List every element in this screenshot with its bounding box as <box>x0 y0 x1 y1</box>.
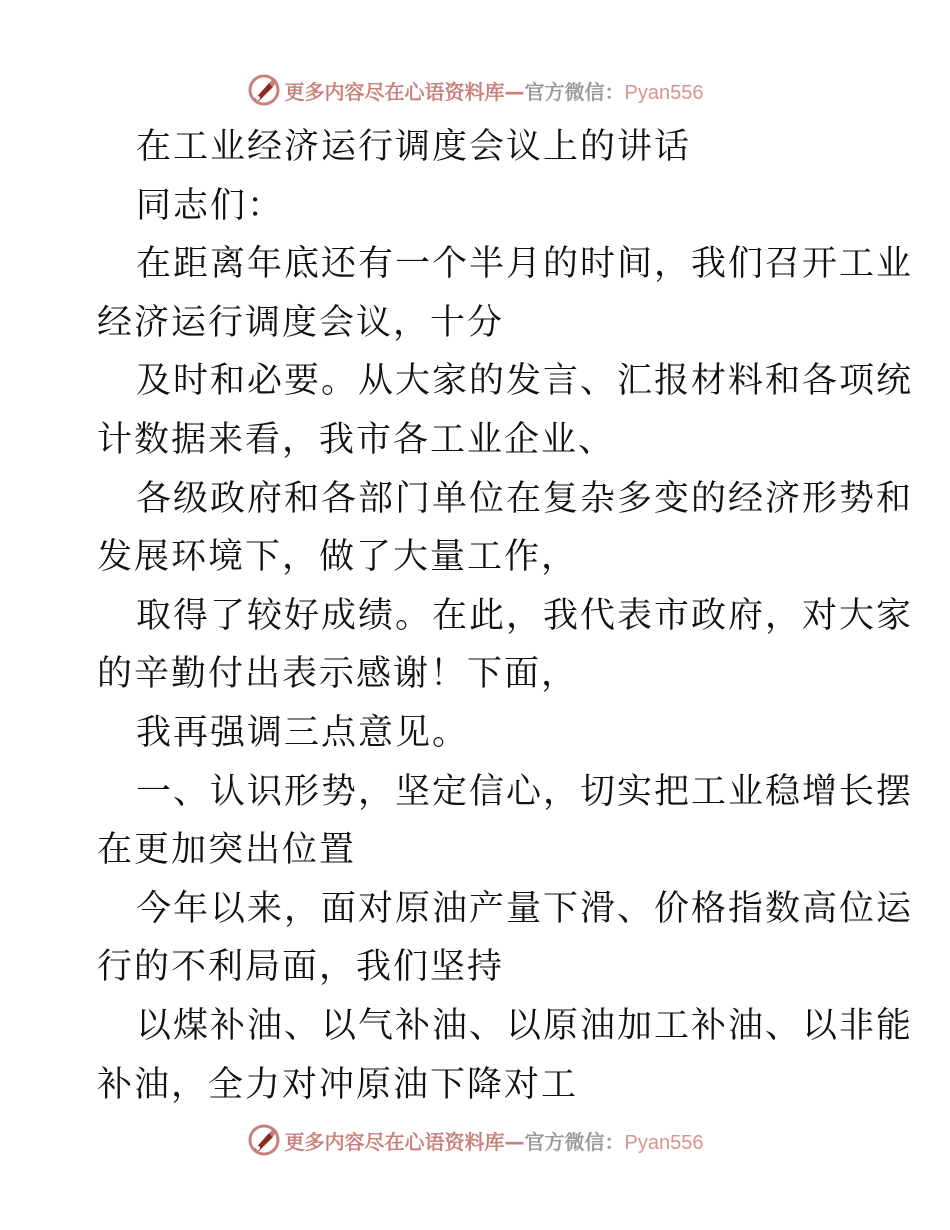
paragraph-line: 及时和必要。从大家的发言、汇报材料和各项统 <box>136 361 914 402</box>
paragraph-line: 计数据来看，我市各工业企业、 <box>97 419 616 460</box>
header-banner <box>0 68 950 112</box>
paragraph-line: 的辛勤付出表示感谢！下面， <box>97 654 579 695</box>
paragraph-line: 今年以来，面对原油产量下滑、价格指数高位运 <box>136 888 914 929</box>
banner-wechat-label: 官方微信： <box>524 1129 625 1154</box>
pen-nib-logo-icon <box>247 1123 281 1157</box>
paragraph-line: 在距离年底还有一个半月的时间，我们召开工业 <box>136 244 914 285</box>
footer-banner <box>0 1118 950 1162</box>
paragraph-line: 我再强调三点意见。 <box>136 712 470 753</box>
paragraph-line: 行的不利局面，我们坚持 <box>97 947 505 988</box>
section-heading: 一、认识形势，坚定信心，切实把工业稳增长摆 <box>136 771 914 812</box>
banner-text <box>285 1126 704 1155</box>
banner-main-text: 更多内容尽在心语资料库 <box>284 79 505 104</box>
paragraph-line: 取得了较好成绩。在此，我代表市政府，对大家 <box>136 595 914 636</box>
banner-wechat-label: 官方微信： <box>524 79 625 104</box>
document-title: 在工业经济运行调度会议上的讲话 <box>136 127 692 167</box>
paragraph-line: 各级政府和各部门单位在复杂多变的经济形势和 <box>136 478 914 519</box>
banner-separator: — <box>504 1129 525 1154</box>
banner-separator: — <box>504 79 525 104</box>
banner-wechat-id: Pyan556 <box>624 1131 704 1154</box>
paragraph-line: 以煤补油、以气补油、以原油加工补油、以非能 <box>136 1005 914 1046</box>
section-heading: 在更加突出位置 <box>97 830 357 871</box>
banner-main-text: 更多内容尽在心语资料库 <box>284 1129 505 1154</box>
pen-nib-logo-icon <box>247 73 281 107</box>
paragraph-line: 补油，全力对冲原油下降对工 <box>97 1064 579 1105</box>
banner-wechat-id: Pyan556 <box>624 81 704 104</box>
banner-text <box>285 76 704 105</box>
document-body <box>97 118 914 1114</box>
paragraph-line: 发展环境下，做了大量工作， <box>97 537 579 578</box>
salutation: 同志们： <box>136 185 285 226</box>
paragraph-line: 经济运行调度会议，十分 <box>97 302 505 343</box>
